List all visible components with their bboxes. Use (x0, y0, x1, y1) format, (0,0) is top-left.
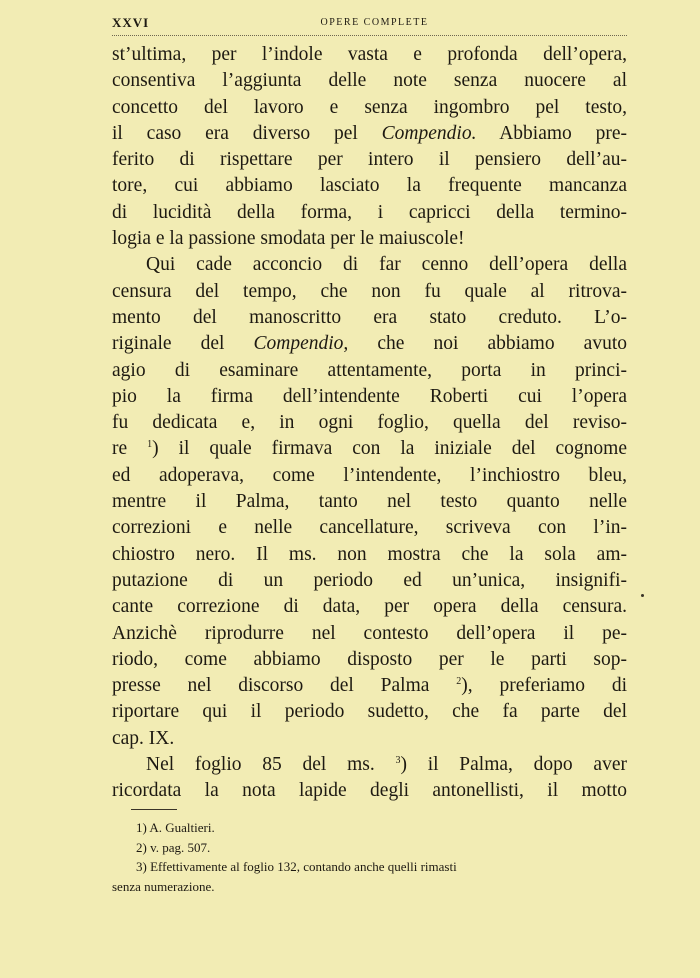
text-line: ferito di rispettare per intero il pensiero dell’au- (112, 149, 627, 171)
text-line: putazione di un periodo ed un’unica, insignifi- (112, 569, 627, 591)
text-line: riodo, come abbiamo disposto per le parti sop- (112, 648, 627, 670)
text-line: mentre il Palma, tanto nel testo quanto nelle (112, 491, 627, 513)
text-span: re (112, 438, 148, 460)
title-compendio: Compendio. (381, 122, 477, 144)
text-line: correzioni e nelle cancellature, scriveva con l’in- (112, 517, 627, 539)
text-line: pio la firma dell’intendente Roberti cui l’opera (112, 385, 627, 407)
text-line: mento del manoscritto era stato creduto. L’o- (112, 306, 627, 328)
text-line: consentiva l’aggiunta delle note senza nuocere al (112, 70, 627, 92)
footnote-ref[interactable]: 2 (456, 676, 462, 688)
text-line: censura del tempo, che non fu quale al ritrova- (112, 280, 627, 302)
text-line: cap. IX. (112, 727, 175, 749)
title-compendio: Compendio, (253, 333, 349, 355)
text-line: st’ultima, per l’indole vasta e profonda dell’opera, (112, 44, 627, 65)
text-line: fu dedicata e, in ogni foglio, quella del reviso- (112, 412, 627, 434)
text-span: presse nel discorso del Palma (112, 675, 457, 697)
stray-mark-dot (641, 594, 644, 597)
text-line: tore, cui abbiamo lasciato la frequente mancanza (112, 175, 627, 197)
text-line (112, 121, 627, 147)
text-span: Abbiamo pre- (476, 122, 627, 144)
text-span: Nel foglio 85 del ms. (146, 754, 396, 776)
footnotes (112, 818, 627, 896)
text-span: ), preferiamo di (461, 675, 627, 697)
running-title: OPERE COMPLETE (320, 17, 429, 28)
text-line: riportare qui il periodo sudetto, che fa parte del (112, 701, 627, 723)
text-line: di lucidità della forma, i capricci della termino- (112, 201, 627, 223)
text-line: cante correzione di data, per opera della censura. (112, 596, 627, 618)
footnote-1: 1) A. Gualtieri. (136, 820, 215, 835)
footnote-rule (131, 809, 177, 810)
text-line: logia e la passione smodata per le maiuscole! (112, 228, 465, 250)
text-line: ed adoperava, come l’intendente, l’inchiostro bleu, (112, 464, 627, 486)
text-line (112, 673, 627, 699)
text-line (112, 436, 627, 462)
footnote-3: 3) Effettivamente al foglio 132, contando anche quelli rimasti (136, 859, 457, 874)
text-span: riginale del (112, 333, 254, 355)
text-line: Anzichè riprodurre nel contesto dell’opera il pe- (112, 622, 627, 644)
footnote-2: 2) v. pag. 507. (136, 839, 211, 855)
footnote-3-continued: senza numerazione. (112, 878, 215, 894)
text-span: il caso era diverso pel (112, 122, 382, 144)
footnote-ref[interactable]: 3 (395, 755, 401, 767)
footnote-ref[interactable]: 1 (147, 439, 153, 451)
text-line: chiostro nero. Il ms. non mostra che la sola am- (112, 543, 627, 565)
text-line: agio di esaminare attentamente, porta in princi- (112, 359, 627, 381)
text-line (112, 752, 627, 778)
page-header (112, 13, 627, 36)
body-text (112, 42, 627, 805)
page-number: XXVI (112, 15, 150, 30)
text-span: che noi abbiamo avuto (348, 333, 627, 355)
text-line: Qui cade acconcio di far cenno dell’opera della (146, 254, 627, 276)
text-span: ) il Palma, dopo aver (400, 754, 627, 776)
text-span: ) il quale firmava con la iniziale del cognome (152, 438, 627, 460)
text-line: ricordata la nota lapide degli antonellisti, il motto (112, 780, 627, 802)
text-line: concetto del lavoro e senza ingombro pel testo, (112, 96, 627, 118)
text-line (112, 331, 627, 357)
